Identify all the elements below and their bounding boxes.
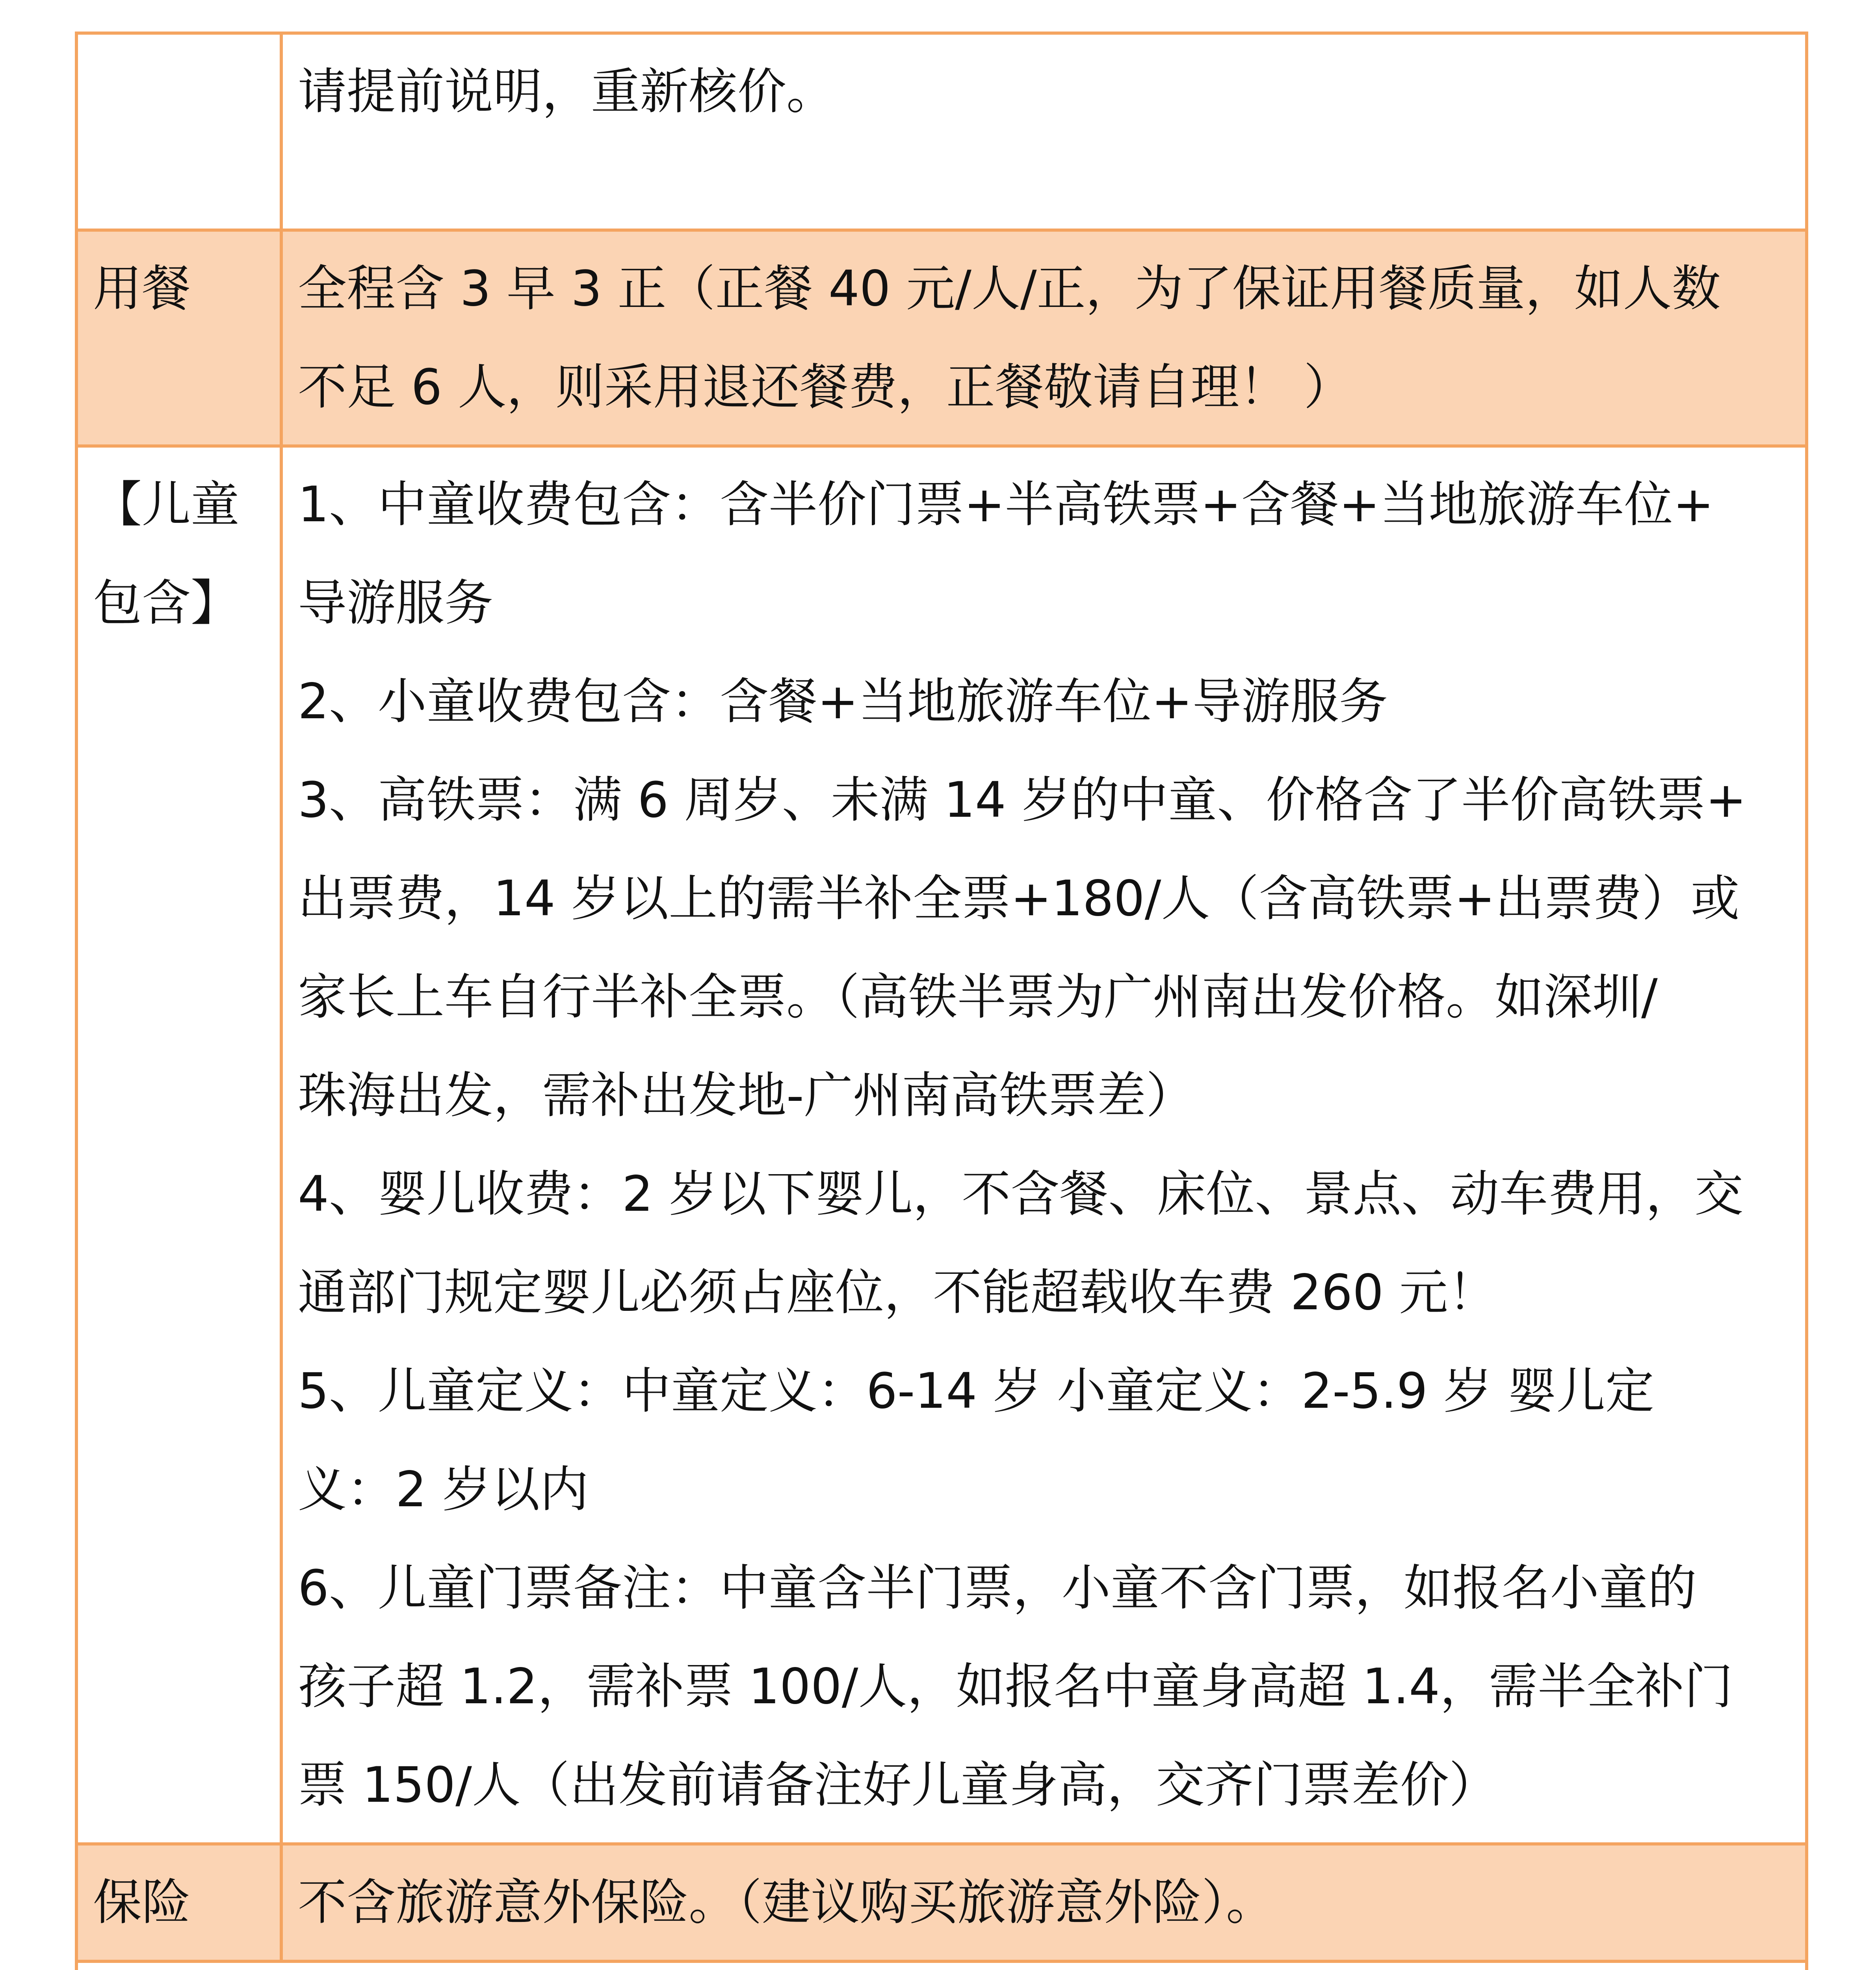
meals-line-1: 全程含 3 早 3 正（正餐 40 元/人/正，为了保证用餐质量，如人数: [298, 260, 1721, 317]
children-line-14: 票 150/人（出发前请备注好儿童身高，交齐门票差价）: [298, 1757, 1498, 1814]
children-line-3: 2、小童收费包含：含餐+当地旅游车位+导游服务: [298, 673, 1388, 730]
meals-label-cell: [76, 230, 281, 446]
meals-label: 用餐: [93, 260, 191, 317]
meals-line-2: 不足 6 人，则采用退还餐费，正餐敬请自理！ ）: [298, 359, 1353, 416]
insurance-label: 保险: [93, 1874, 191, 1931]
excluded-header-cell: [76, 1961, 1807, 1970]
children-row: [76, 446, 1807, 1844]
children-label-cell: [76, 446, 281, 1844]
insurance-line-1: 不含旅游意外保险。（建议购买旅游意外险）。: [298, 1874, 1275, 1931]
insurance-row: [76, 1844, 1807, 1961]
itinerary-fee-table: [75, 32, 1808, 1970]
meals-content-cell: [281, 230, 1807, 446]
children-line-8: 4、婴儿收费：2 岁以下婴儿，不含餐、床位、景点、动车费用，交: [298, 1166, 1744, 1223]
children-line-12: 6、儿童门票备注：中童含半门票，小童不含门票，如报名小童的: [298, 1560, 1697, 1617]
meals-row: [76, 230, 1807, 446]
children-content-cell: [281, 446, 1807, 1844]
excluded-header-row: [76, 1961, 1807, 1970]
children-line-5: 出票费，14 岁以上的需半补全票+180/人（含高铁票+出票费）或: [298, 870, 1740, 927]
children-label-line-2: 包含】: [93, 575, 240, 632]
children-label-line-1: 【儿童: [93, 476, 240, 533]
insurance-content-cell: [281, 1844, 1807, 1961]
top-content-cell: [281, 33, 1807, 230]
insurance-label-cell: [76, 1844, 281, 1961]
children-line-13: 孩子超 1.2，需补票 100/人，如报名中童身高超 1.4，需半全补门: [298, 1658, 1733, 1715]
top-continuation-row: [76, 33, 1807, 230]
top-label-cell: [76, 33, 281, 230]
children-line-10: 5、儿童定义：中童定义：6-14 岁 小童定义：2-5.9 岁 婴儿定: [298, 1363, 1654, 1420]
children-line-6: 家长上车自行半补全票。（高铁半票为广州南出发价格。如深圳/: [298, 969, 1658, 1026]
children-line-4: 3、高铁票：满 6 周岁、未满 14 岁的中童、价格含了半价高铁票+: [298, 772, 1747, 829]
children-line-2: 导游服务: [298, 575, 494, 632]
children-line-9: 通部门规定婴儿必须占座位，不能超载收车费 260 元！: [298, 1264, 1497, 1321]
children-line-1: 1、中童收费包含：含半价门票+半高铁票+含餐+当地旅游车位+: [298, 476, 1714, 533]
children-line-11: 义：2 岁以内: [298, 1461, 589, 1518]
children-line-7: 珠海出发，需补出发地-广州南高铁票差）: [298, 1067, 1195, 1124]
top-line-1: 请提前说明，重新核价。: [298, 63, 836, 120]
